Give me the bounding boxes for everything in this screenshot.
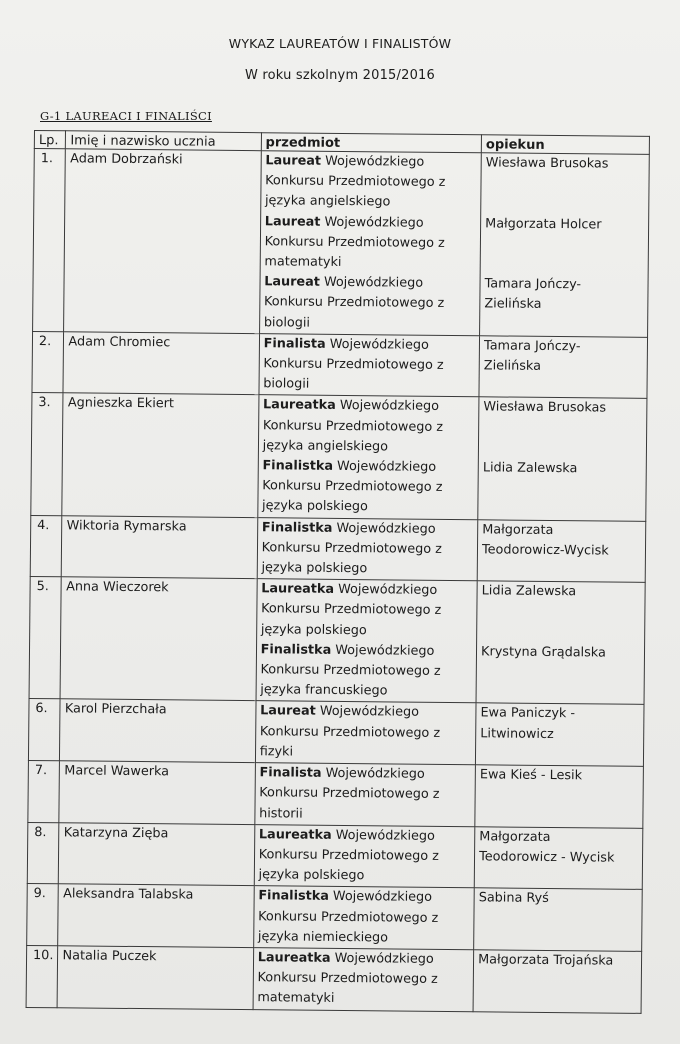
subject-cell [253, 886, 474, 950]
competition-subject: języka polskiego [261, 560, 368, 577]
table-row [30, 515, 646, 583]
subject-cell [257, 517, 478, 581]
competition-level: Wojewódzkiego [325, 765, 425, 782]
subject-line [260, 702, 472, 724]
header-name: Imię i nazwisko ucznia [66, 131, 261, 151]
competition-name: Konkursu Przedmiotowego z [264, 234, 445, 251]
subject-entry [262, 456, 474, 519]
subject-line [261, 640, 473, 662]
competition-level: Wojewódzkiego [339, 398, 440, 415]
award-status: Laureatka [258, 826, 332, 843]
competition-subject: języka niemieckiego [257, 928, 389, 946]
tutor-name: Tamara Jończy- [483, 338, 581, 355]
subject-line [258, 887, 470, 909]
competition-subject: biologii [263, 376, 310, 392]
tutor-name: Małgorzata [479, 829, 551, 845]
tutor-cell [477, 519, 646, 582]
award-status: Finalistka [262, 458, 334, 474]
tutor-name: Wiesława Brusokas [483, 399, 607, 416]
subject-entry [264, 212, 476, 275]
tutor-entry [481, 642, 640, 704]
tutor-entry [484, 336, 643, 398]
row-number: 2. [32, 331, 64, 393]
student-name: Natalia Puczek [58, 946, 254, 1009]
tutor-cell [476, 581, 645, 705]
competition-level: Wojewódzkiego [335, 827, 435, 844]
row-number: 10. [26, 945, 58, 1007]
competition-name: Konkursu Przedmiotowego z [259, 723, 441, 741]
tutor-entry [482, 458, 641, 520]
tutor-name-cont: Litwinowicz [480, 725, 554, 742]
competition-name: Konkursu Przedmiotowego z [261, 540, 442, 557]
tutor-cell [476, 703, 645, 766]
row-number: 6. [28, 699, 60, 761]
subject-line [264, 334, 476, 356]
competition-name: Konkursu Przedmiotowego z [259, 785, 440, 803]
competition-level: Wojewódzkiego [329, 336, 429, 353]
subject-line [264, 272, 476, 294]
subject-line [265, 212, 477, 234]
award-status: Finalista [263, 336, 326, 352]
tutor-name: Lidia Zalewska [482, 460, 578, 477]
subject-entry [259, 763, 471, 826]
section-heading: G-1 LAUREACI I FINALIŚCI [40, 109, 212, 123]
subject-cell [259, 333, 480, 397]
tutor-cell [478, 397, 647, 521]
tutor-entry [478, 889, 637, 951]
tutor-name-cont: Teodorowicz - Wycisk [479, 849, 615, 866]
tutor-cell [474, 888, 643, 951]
competition-name: Konkursu Przedmiotowego z [262, 478, 443, 496]
tutor-entry [478, 950, 637, 1012]
competition-level: Wojewódzkiego [338, 582, 438, 599]
tutor-entry [485, 153, 644, 215]
tutor-name: Lidia Zalewska [481, 583, 577, 600]
competition-level: Wojewódzkiego [337, 458, 437, 475]
tutor-cell [479, 336, 648, 399]
competition-subject: języka polskiego [260, 621, 367, 638]
subject-line [262, 518, 474, 540]
award-status: Laureat [260, 703, 316, 720]
subject-line [265, 151, 477, 173]
subject-cell [259, 151, 481, 336]
table-row [31, 393, 647, 521]
competition-name: Konkursu Przedmiotowego z [263, 356, 444, 373]
tutor-cell [480, 153, 650, 337]
subject-line [259, 763, 471, 785]
tutor-name-cont: Zielińska [484, 296, 542, 313]
document-subtitle: W roku szkolnym 2015/2016 [244, 68, 435, 83]
subject-entry [265, 151, 477, 214]
subject-line [261, 579, 473, 601]
header-lp: Lp. [34, 131, 66, 149]
subject-entry [261, 579, 473, 642]
competition-level: Wojewódzkiego [324, 214, 424, 231]
competition-name: Konkursu Przedmiotowego z [258, 908, 439, 926]
tutor-entry [479, 765, 638, 827]
tutor-name-cont: Zielińska [483, 358, 542, 374]
table-row [29, 577, 645, 705]
competition-subject: biologii [263, 314, 311, 331]
subject-entry [260, 702, 472, 765]
tutor-cell [473, 950, 642, 1013]
competition-name: Konkursu Przedmiotowego z [262, 417, 444, 435]
student-name: Anna Wieczorek [61, 577, 257, 701]
tutor-name-cont: Teodorowicz-Wycisk [481, 542, 609, 559]
row-number: 5. [29, 577, 62, 700]
student-name: Marcel Wawerka [59, 761, 255, 824]
subject-line [258, 948, 470, 970]
table-row [26, 945, 642, 1013]
laureates-table [26, 130, 650, 1013]
tutor-name: Ewa Kieś - Lesik [479, 767, 583, 784]
award-status: Laureatka [262, 397, 336, 414]
tutor-name: Sabina Ryś [478, 890, 549, 907]
tutor-name: Krystyna Grądalska [481, 644, 606, 661]
subject-cell [257, 395, 479, 519]
table-body [26, 149, 649, 1013]
row-number: 3. [31, 393, 64, 516]
subject-cell [255, 701, 476, 765]
competition-level: Wojewódzkiego [334, 950, 434, 967]
competition-level: Wojewódzkiego [325, 153, 425, 170]
competition-name: Konkursu Przedmiotowego z [261, 601, 442, 619]
competition-subject: języka angielskiego [262, 438, 389, 455]
tutor-entry [484, 274, 643, 336]
subject-entry [263, 396, 475, 459]
row-number: 8. [27, 822, 59, 884]
document-title: WYKAZ LAUREATÓW I FINALISTÓW [228, 36, 452, 51]
table-row [27, 884, 643, 952]
competition-name: Konkursu Przedmiotowego z [263, 294, 445, 312]
competition-level: Wojewódzkiego [323, 275, 424, 291]
competition-level: Wojewódzkiego [336, 520, 436, 537]
competition-subject: matematyki [264, 254, 342, 270]
competition-subject: matematyki [257, 990, 335, 1007]
subject-cell [253, 948, 474, 1012]
student-name: Adam Chromiec [63, 332, 259, 395]
student-name: Adam Dobrzański [64, 149, 261, 334]
subject-line [263, 396, 475, 418]
tutor-cell [474, 826, 643, 889]
subject-entry [263, 334, 475, 397]
tutor-name: Wiesława Brusokas [485, 155, 609, 172]
tutor-name: Małgorzata Trojańska [478, 952, 614, 969]
header-tutor: opiekun [481, 135, 649, 155]
award-status: Laureat [264, 213, 321, 230]
tutor-name: Tamara Jończy- [484, 276, 582, 293]
competition-subject: fizyki [259, 744, 294, 760]
row-number: 1. [33, 149, 66, 332]
tutor-entry [479, 827, 638, 889]
award-status: Finalistka [261, 519, 333, 536]
competition-subject: historii [259, 805, 303, 822]
subject-cell [255, 763, 476, 827]
tutor-name: Małgorzata [482, 521, 554, 538]
award-status: Finalista [259, 765, 322, 781]
competition-name: Konkursu Przedmiotowego z [260, 662, 441, 680]
table-row [33, 149, 650, 338]
tutor-name: Ewa Paniczyk - [480, 705, 576, 722]
competition-name: Konkursu Przedmiotowego z [257, 970, 438, 988]
student-name: Aleksandra Talabska [58, 884, 254, 947]
subject-entry [258, 887, 470, 950]
subject-entry [261, 518, 473, 581]
tutor-entry [483, 398, 642, 460]
competition-level: Wojewódzkiego [319, 704, 420, 721]
award-status: Laureat [265, 153, 322, 169]
table-row [32, 331, 648, 399]
award-status: Laureat [264, 274, 320, 290]
competition-level: Wojewódzkiego [332, 889, 433, 906]
row-number: 7. [28, 761, 60, 823]
competition-name: Konkursu Przedmiotowego z [258, 847, 439, 864]
subject-line [259, 825, 471, 847]
table-row [28, 761, 644, 829]
competition-subject: języka francuskiego [260, 682, 388, 699]
subject-cell [256, 579, 478, 703]
row-number: 4. [30, 515, 62, 577]
student-name: Katarzyna Zięba [59, 822, 255, 885]
row-number: 9. [27, 884, 59, 946]
subject-entry [258, 825, 470, 888]
award-status: Finalistka [260, 642, 332, 658]
header-subject: przedmiot [261, 133, 482, 153]
subject-cell [254, 824, 475, 888]
student-name: Karol Pierzchała [60, 699, 256, 762]
subject-entry [257, 948, 469, 1011]
competition-level: Wojewódzkiego [335, 642, 435, 659]
tutor-entry [482, 520, 641, 582]
tutor-cell [475, 765, 644, 828]
subject-entry [260, 640, 472, 703]
award-status: Finalistka [258, 888, 329, 905]
competition-subject: języka polskiego [258, 867, 365, 884]
award-status: Laureatka [261, 581, 335, 598]
competition-subject: języka polskiego [262, 498, 368, 515]
subject-entry [264, 272, 476, 335]
tutor-entry [480, 704, 639, 766]
tutor-entry [481, 582, 640, 644]
tutor-entry [485, 214, 644, 276]
award-status: Laureatka [257, 950, 331, 966]
competition-subject: języka angielskiego [264, 193, 391, 210]
competition-name: Konkursu Przedmiotowego z [265, 173, 446, 191]
table-row [28, 699, 644, 767]
subject-line [262, 456, 474, 478]
student-name: Wiktoria Rymarska [62, 515, 258, 578]
tutor-name: Małgorzata Holcer [485, 215, 602, 233]
table-row [27, 822, 643, 890]
student-name: Agnieszka Ekiert [62, 393, 258, 517]
